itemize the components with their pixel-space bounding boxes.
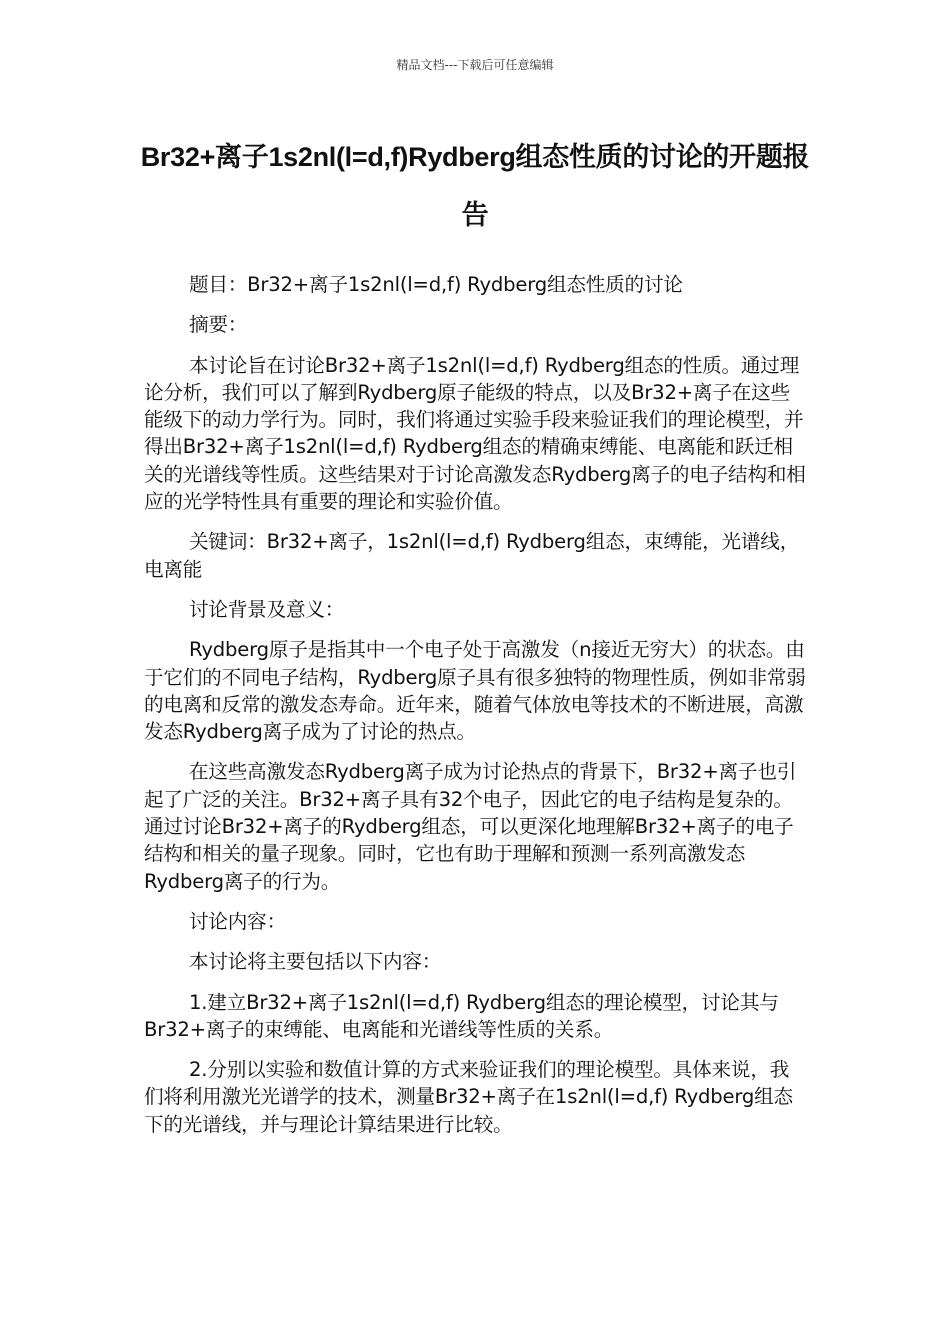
background-paragraph-1: Rydberg原子是指其中一个电子处于高激发（n接近无穷大）的状态。由于它们的不同电子结构，Rydberg原子具有很多独特的物理性质，例如非常弱的电离和反常的激发态寿命。近年来，随着气体放电等技术的不断进展，高激发态Rydberg离子成为了讨论的热点。 <box>144 638 806 744</box>
content-heading: 讨论内容： <box>189 909 286 933</box>
abstract-heading: 摘要： <box>189 313 248 337</box>
content-intro: 本讨论将主要包括以下内容： <box>189 950 442 974</box>
background-paragraph-2: 在这些高激发态Rydberg离子成为讨论热点的背景下，Br32+离子也引起了广泛的关注。Br32+离子具有32个电子，因此它的电子结构是复杂的。通过讨论Br32+离子的Rydberg组态，可以更深化地理解Br32+离子的电子结构和相关的量子现象。同时，它也有助于理解和预测一系列高激发态Rydberg离子的行为。 <box>144 760 797 893</box>
content-item-2: 2.分别以实验和数值计算的方式来验证我们的理论模型。具体来说，我们将利用激光光谱学的技术，测量Br32+离子在1s2nl(l=d,f) Rydberg组态下的光谱线，并与理论计算结果进行比较。 <box>144 1058 793 1136</box>
keywords-line: 关键词：Br32+离子，1s2nl(l=d,f) Rydberg组态，束缚能，光谱线，电离能 <box>144 530 800 581</box>
topic-line: 题目：Br32+离子1s2nl(l=d,f) Rydberg组态性质的讨论 <box>189 273 683 296</box>
abstract-paragraph: 本讨论旨在讨论Br32+离子1s2nl(l=d,f) Rydberg组态的性质。通过理论分析，我们可以了解到Rydberg原子能级的特点，以及Br32+离子在这些能级下的动力学行为。同时，我们将通过实验手段来验证我们的理论模型，并得出Br32+离子1s2nl(l=d,f) Rydberg组态的精确束缚能、电离能和跃迁相关的光谱线等性质。这些结果对于讨论高激发态Rydberg离子的电子结构和相应的光学特性具有重要的理论和实验价值。 <box>144 353 806 514</box>
content-item-1: 1.建立Br32+离子1s2nl(l=d,f) Rydberg组态的理论模型，讨论其与Br32+离子的束缚能、电离能和光谱线等性质的关系。 <box>144 990 779 1041</box>
document-body <box>144 271 806 1151</box>
background-heading: 讨论背景及意义： <box>189 597 345 621</box>
page-header: 精品文档---下载后可任意编辑 <box>396 58 554 72</box>
document-title: Br32+离子1s2nl(l=d,f)Rydberg组态性质的讨论的开题报告 <box>140 142 810 230</box>
